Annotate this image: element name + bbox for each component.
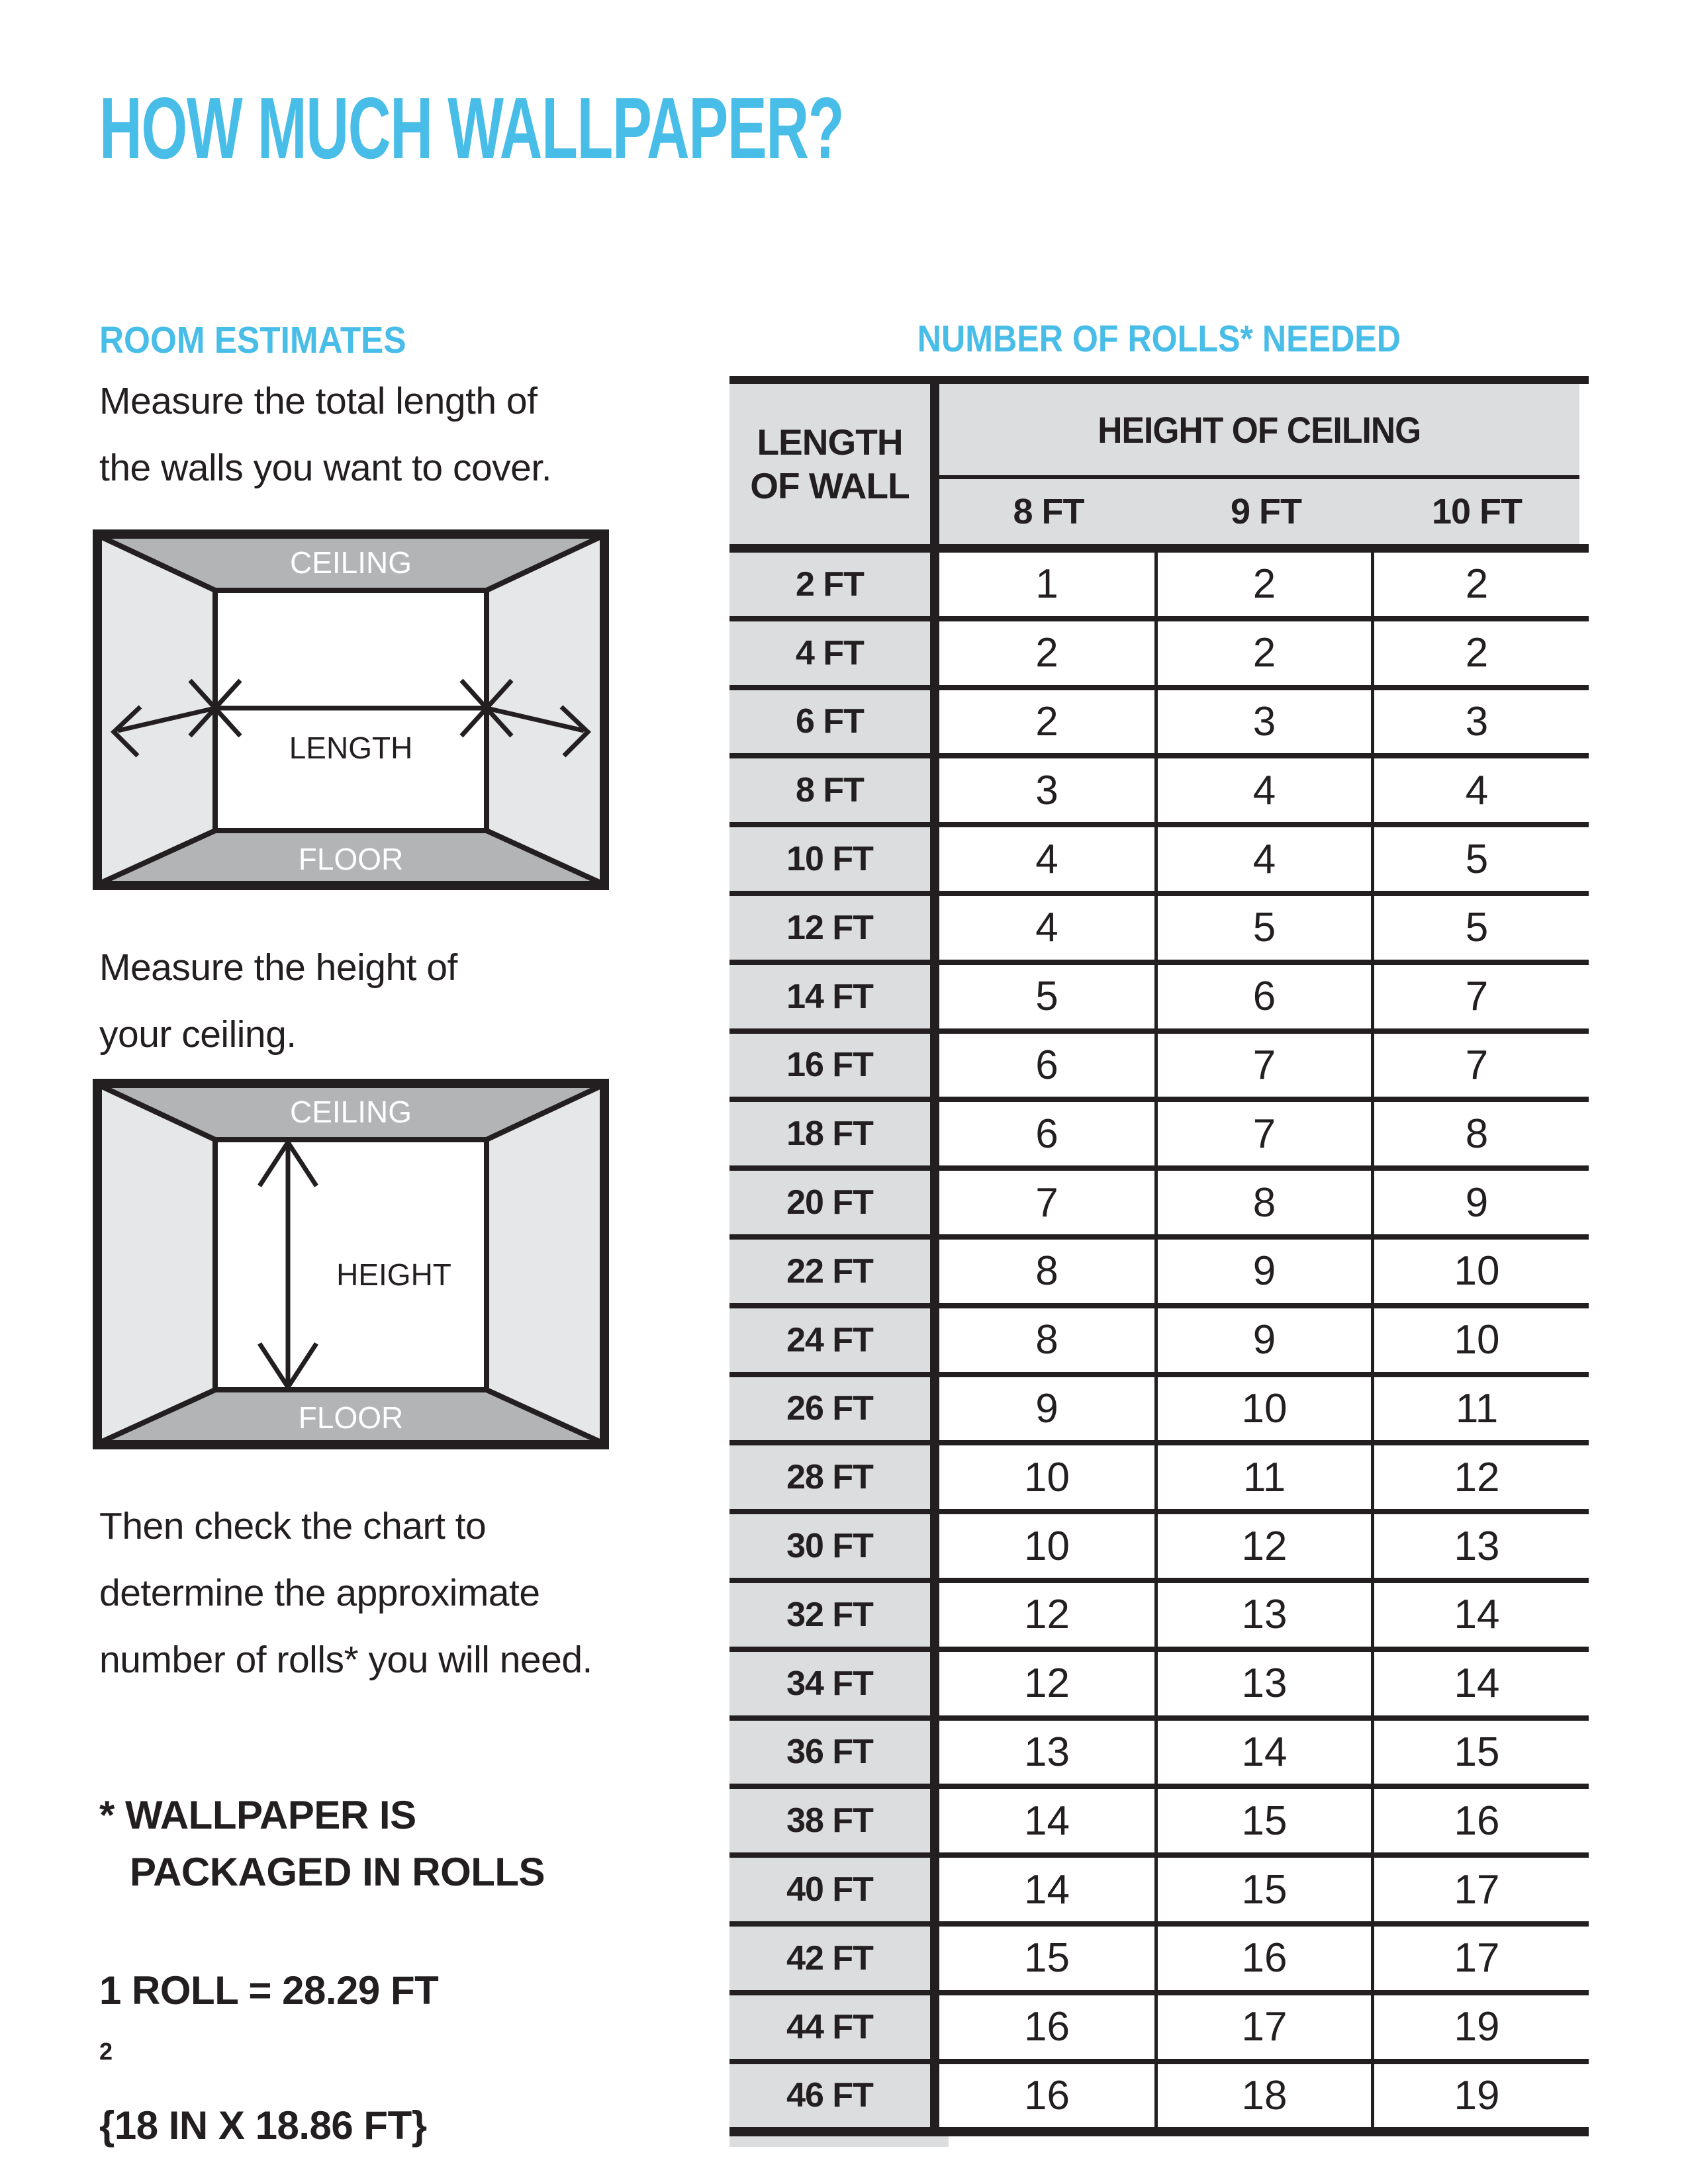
wall-length-cell: 24 FT xyxy=(729,1308,939,1372)
rolls-9ft-cell: 9 xyxy=(1158,1240,1374,1303)
rolls-9ft-cell: 4 xyxy=(1158,758,1374,822)
wall-length-cell: 34 FT xyxy=(729,1652,939,1715)
rolls-10ft-cell: 2 xyxy=(1374,621,1579,685)
rolls-needed-heading xyxy=(729,320,1589,358)
wall-length-cell: 46 FT xyxy=(729,2064,939,2128)
rolls-10ft-cell: 14 xyxy=(1374,1583,1579,1647)
roll-equation-text: 1 ROLL = 28.29 FT xyxy=(99,1968,439,2013)
rolls-10ft-cell: 2 xyxy=(1374,553,1579,616)
table-row xyxy=(729,1789,1589,1858)
length-of-wall-line1: LENGTH xyxy=(757,422,903,463)
rolls-10ft-cell: 11 xyxy=(1374,1377,1579,1441)
rolls-8ft-cell: 10 xyxy=(939,1445,1158,1509)
table-row xyxy=(729,1995,1589,2064)
table-row xyxy=(729,1583,1589,1652)
table-row xyxy=(729,1858,1589,1927)
rolls-10ft-cell: 19 xyxy=(1374,2064,1579,2128)
rolls-9ft-cell: 18 xyxy=(1158,2064,1374,2128)
table-row xyxy=(729,758,1589,827)
rolls-8ft-cell: 2 xyxy=(939,621,1158,685)
wall-length-cell: 10 FT xyxy=(729,827,939,891)
wall-length-cell: 16 FT xyxy=(729,1034,939,1097)
table-row xyxy=(729,553,1589,621)
wall-length-cell: 2 FT xyxy=(729,553,939,616)
column-header-9ft: 9 FT xyxy=(1230,492,1301,531)
length-of-wall-line2: OF WALL xyxy=(750,465,910,506)
step3-line1: Then check the chart to xyxy=(99,1505,487,1547)
rolls-10ft-cell: 5 xyxy=(1374,896,1579,960)
room-estimates-heading-text: ROOM ESTIMATES xyxy=(99,319,406,361)
wall-length-cell: 42 FT xyxy=(729,1927,939,1990)
ceiling-label: CEILING xyxy=(289,545,412,580)
length-label: LENGTH xyxy=(289,731,413,765)
rolls-8ft-cell: 13 xyxy=(939,1721,1158,1784)
rolls-8ft-cell: 16 xyxy=(939,2064,1158,2128)
step2-text xyxy=(99,934,457,1068)
rolls-9ft-cell: 14 xyxy=(1158,1721,1374,1784)
table-row xyxy=(729,1927,1589,1995)
rolls-10ft-cell: 15 xyxy=(1374,1721,1579,1784)
rolls-8ft-cell: 12 xyxy=(939,1583,1158,1647)
rolls-8ft-cell: 2 xyxy=(939,690,1158,754)
rolls-10ft-cell: 17 xyxy=(1374,1858,1579,1921)
rolls-10ft-cell: 19 xyxy=(1374,1995,1579,2059)
table-row xyxy=(729,827,1589,896)
table-top-bar xyxy=(729,376,1589,384)
rolls-10ft-cell: 10 xyxy=(1374,1240,1579,1303)
room-length-diagram xyxy=(93,529,609,890)
wall-length-cell: 8 FT xyxy=(729,758,939,822)
rolls-9ft-cell: 9 xyxy=(1158,1308,1374,1372)
rolls-9ft-cell: 13 xyxy=(1158,1652,1374,1715)
step3-text xyxy=(99,1493,592,1694)
rolls-9ft-cell: 5 xyxy=(1158,896,1374,960)
rolls-8ft-cell: 8 xyxy=(939,1240,1158,1303)
rolls-9ft-cell: 11 xyxy=(1158,1445,1374,1509)
rolls-8ft-cell: 6 xyxy=(939,1102,1158,1165)
roll-equation-exponent: 2 xyxy=(99,2038,113,2065)
table-row xyxy=(729,690,1589,759)
wall-length-cell: 6 FT xyxy=(729,690,939,754)
page-title-text: HOW MUCH WALLPAPER? xyxy=(99,79,844,177)
table-row xyxy=(729,621,1589,690)
height-of-ceiling-group-header xyxy=(939,384,1579,479)
table-row xyxy=(729,1240,1589,1308)
rolls-9ft-cell: 6 xyxy=(1158,965,1374,1028)
wall-length-cell: 26 FT xyxy=(729,1377,939,1441)
step2-line1: Measure the height of xyxy=(99,946,457,989)
wall-length-cell: 38 FT xyxy=(729,1789,939,1852)
step2-line2: your ceiling. xyxy=(99,1013,297,1056)
rolls-9ft-cell: 7 xyxy=(1158,1102,1374,1165)
rolls-8ft-cell: 8 xyxy=(939,1308,1158,1372)
floor-label: FLOOR xyxy=(298,842,404,876)
rolls-needed-heading-text: NUMBER OF ROLLS* NEEDED xyxy=(917,318,1401,360)
table-row xyxy=(729,1652,1589,1721)
floor-label: FLOOR xyxy=(298,1400,404,1435)
rolls-8ft-cell: 10 xyxy=(939,1514,1158,1578)
rolls-10ft-cell: 16 xyxy=(1374,1789,1579,1852)
rolls-8ft-cell: 15 xyxy=(939,1927,1158,1990)
step1-line1: Measure the total length of xyxy=(99,380,538,422)
rolls-10ft-cell: 7 xyxy=(1374,965,1579,1028)
rolls-9ft-cell: 15 xyxy=(1158,1789,1374,1852)
column-header-8ft: 8 FT xyxy=(1013,492,1084,531)
step1-line2: the walls you want to cover. xyxy=(99,447,552,489)
rolls-8ft-cell: 14 xyxy=(939,1858,1158,1921)
table-row xyxy=(729,896,1589,965)
rolls-9ft-cell: 17 xyxy=(1158,1995,1374,2059)
rolls-9ft-cell: 2 xyxy=(1158,553,1374,616)
rolls-8ft-cell: 3 xyxy=(939,758,1158,822)
rolls-8ft-cell: 1 xyxy=(939,553,1158,616)
roll-dimensions: {18 IN X 18.86 FT} xyxy=(99,2103,427,2148)
wall-length-cell: 32 FT xyxy=(729,1583,939,1647)
rolls-8ft-cell: 7 xyxy=(939,1171,1158,1234)
table-row xyxy=(729,1514,1589,1583)
wall-length-cell: 12 FT xyxy=(729,896,939,960)
rolls-8ft-cell: 9 xyxy=(939,1377,1158,1441)
wall-length-cell: 20 FT xyxy=(729,1171,939,1234)
wall-length-cell: 44 FT xyxy=(729,1995,939,2059)
right-wall-panel xyxy=(487,1085,602,1443)
table-row xyxy=(729,2064,1589,2128)
rolls-10ft-cell: 14 xyxy=(1374,1652,1579,1715)
table-gray-stub xyxy=(729,2136,949,2147)
rolls-10ft-cell: 7 xyxy=(1374,1034,1579,1097)
rolls-10ft-cell: 3 xyxy=(1374,690,1579,754)
column-header-10ft: 10 FT xyxy=(1431,492,1523,531)
rolls-8ft-cell: 4 xyxy=(939,896,1158,960)
length-of-wall-header xyxy=(729,384,939,544)
rolls-9ft-cell: 7 xyxy=(1158,1034,1374,1097)
rolls-8ft-cell: 16 xyxy=(939,1995,1158,2059)
rolls-8ft-cell: 4 xyxy=(939,827,1158,891)
room-estimates-heading xyxy=(99,319,440,361)
rolls-8ft-cell: 5 xyxy=(939,965,1158,1028)
footnote-line2: PACKAGED IN ROLLS xyxy=(130,1850,545,1894)
rolls-9ft-cell: 2 xyxy=(1158,621,1374,685)
rolls-8ft-cell: 12 xyxy=(939,1652,1158,1715)
wall-length-cell: 28 FT xyxy=(729,1445,939,1509)
table-row xyxy=(729,1445,1589,1514)
step3-line3: number of rolls* you will need. xyxy=(99,1639,592,1681)
wall-length-cell: 30 FT xyxy=(729,1514,939,1578)
rolls-table xyxy=(729,376,1589,2147)
rolls-9ft-cell: 12 xyxy=(1158,1514,1374,1578)
step1-text xyxy=(99,368,551,502)
wall-length-cell: 22 FT xyxy=(729,1240,939,1303)
footnote-line1: * WALLPAPER IS xyxy=(99,1793,416,1837)
rolls-10ft-cell: 17 xyxy=(1374,1927,1579,1990)
table-row xyxy=(729,965,1589,1034)
left-wall-panel xyxy=(99,1085,215,1443)
room-height-diagram xyxy=(93,1079,609,1449)
rolls-10ft-cell: 9 xyxy=(1374,1171,1579,1234)
rolls-10ft-cell: 4 xyxy=(1374,758,1579,822)
height-of-ceiling-text: HEIGHT OF CEILING xyxy=(1098,408,1421,451)
rolls-9ft-cell: 15 xyxy=(1158,1858,1374,1921)
rolls-9ft-cell: 8 xyxy=(1158,1171,1374,1234)
wall-length-cell: 14 FT xyxy=(729,965,939,1028)
roll-size-info xyxy=(99,1960,438,2156)
rolls-9ft-cell: 3 xyxy=(1158,690,1374,754)
height-label: HEIGHT xyxy=(336,1257,451,1292)
wall-length-cell: 40 FT xyxy=(729,1858,939,1921)
ceiling-label: CEILING xyxy=(289,1095,412,1129)
rolls-10ft-cell: 12 xyxy=(1374,1445,1579,1509)
rolls-10ft-cell: 10 xyxy=(1374,1308,1579,1372)
rolls-footnote xyxy=(99,1787,545,1901)
table-row xyxy=(729,1034,1589,1103)
rolls-9ft-cell: 4 xyxy=(1158,827,1374,891)
wall-length-cell: 18 FT xyxy=(729,1102,939,1165)
rolls-9ft-cell: 13 xyxy=(1158,1583,1374,1647)
table-header xyxy=(729,384,1589,553)
step3-line2: determine the approximate xyxy=(99,1572,540,1614)
wall-length-cell: 4 FT xyxy=(729,621,939,685)
table-row xyxy=(729,1102,1589,1171)
table-row xyxy=(729,1171,1589,1240)
rolls-10ft-cell: 5 xyxy=(1374,827,1579,891)
table-row xyxy=(729,1377,1589,1446)
table-body xyxy=(729,553,1589,2127)
rolls-8ft-cell: 6 xyxy=(939,1034,1158,1097)
page-title xyxy=(99,79,1194,177)
rolls-10ft-cell: 13 xyxy=(1374,1514,1579,1578)
rolls-9ft-cell: 10 xyxy=(1158,1377,1374,1441)
ceiling-height-header xyxy=(939,384,1579,544)
table-row xyxy=(729,1308,1589,1377)
ceiling-height-columns xyxy=(939,479,1579,544)
table-bottom-bar xyxy=(729,2127,1589,2136)
rolls-9ft-cell: 16 xyxy=(1158,1927,1374,1990)
table-row xyxy=(729,1721,1589,1790)
roll-equation xyxy=(99,1960,438,2095)
rolls-10ft-cell: 8 xyxy=(1374,1102,1579,1165)
rolls-8ft-cell: 14 xyxy=(939,1789,1158,1852)
wall-length-cell: 36 FT xyxy=(729,1721,939,1784)
